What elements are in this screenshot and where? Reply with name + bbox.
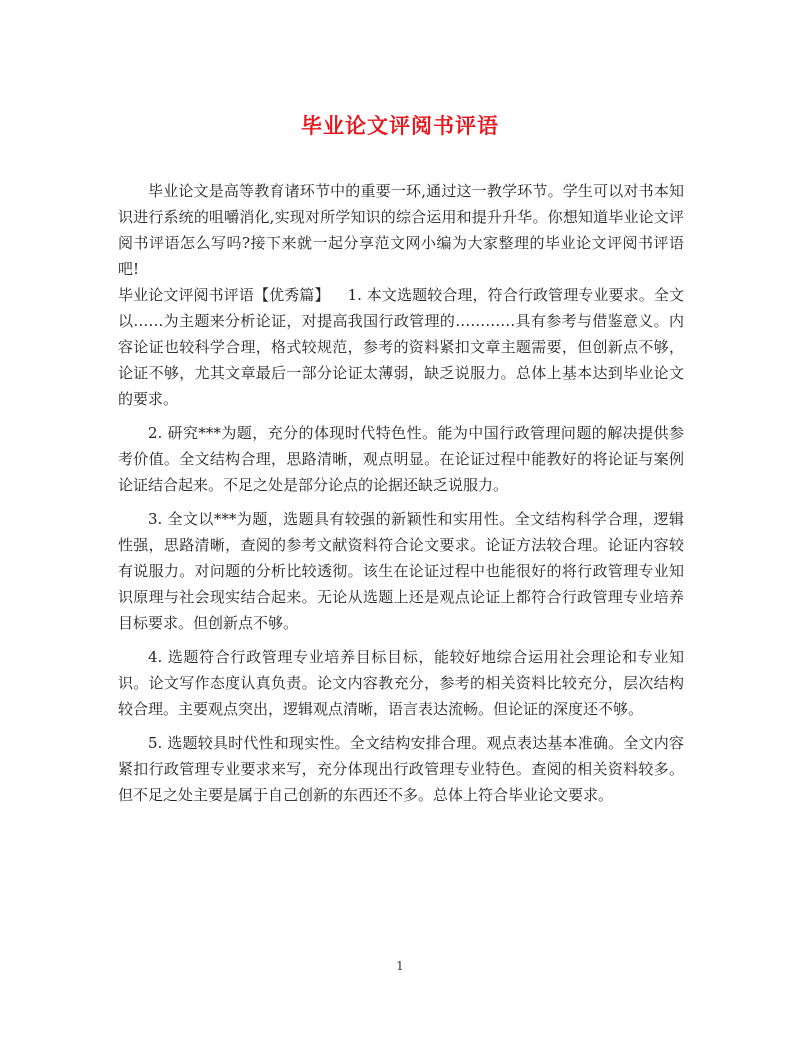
comment-paragraph-4: 4. 选题符合行政管理专业培养目标目标，能较好地综合运用社会理论和专业知识。论文写作态度认真负责。论文内容教充分，参考的相关资料比较充分，层次结构较合理。主要观点突出，逻辑观点清晰，语言表达流畅。但论证的深度还不够。 [118,648,684,718]
document-body [118,178,684,816]
comment-paragraph-5: 5. 选题较具时代性和现实性。全文结构安排合理。观点表达基本准确。全文内容紧扣行政管理专业要求来写，充分体现出行政管理专业特色。查阅的相关资料较多。但不足之处主要是属于自己创新的东西还不多。总体上符合毕业论文要求。 [118,734,684,804]
page-title: 毕业论文评阅书评语 [301,113,499,138]
comment-text-1: 1. 本文选题较合理，符合行政管理专业要求。全文以……为主题来分析论证，对提高我国行政管理的…………具有参考与借鉴意义。内容论证也较科学合理，格式较规范，参考的资料紧扣文章主题需要，但创新点不够，论证不够，尤其文章最后一部分论证太薄弱，缺乏说服力。总体上基本达到毕业论文的要求。 [118,286,684,408]
page-number: 1 [396,959,404,973]
section-heading: 毕业论文评阅书评语【优秀篇】 [118,286,330,304]
comment-paragraph-2: 2. 研究***为题，充分的体现时代特色性。能为中国行政管理问题的解决提供参考价值。全文结构合理，思路清晰，观点明显。在论证过程中能教好的将论证与案例论证结合起来。不足之处是部分论点的论据还缺乏说服力。 [118,424,684,494]
comment-paragraph-3: 3. 全文以***为题，选题具有较强的新颖性和实用性。全文结构科学合理，逻辑性强，思路清晰，查阅的参考文献资料符合论文要求。论证方法较合理。论证内容较有说服力。对问题的分析比较透彻。该生在论证过程中也能很好的将行政管理专业知识原理与社会现实结合起来。无论从选题上还是观点论证上都符合行政管理专业培养目标要求。但创新点不够。 [118,510,684,632]
comment-paragraph-1 [118,282,684,412]
intro-paragraph: 毕业论文是高等教育诸环节中的重要一环,通过这一教学环节。学生可以对书本知识进行系统的咀嚼消化,实现对所学知识的综合运用和提升升华。你想知道毕业论文评阅书评语怎么写吗?接下来就一起分享范文网小编为大家整理的毕业论文评阅书评语吧! [118,182,684,278]
